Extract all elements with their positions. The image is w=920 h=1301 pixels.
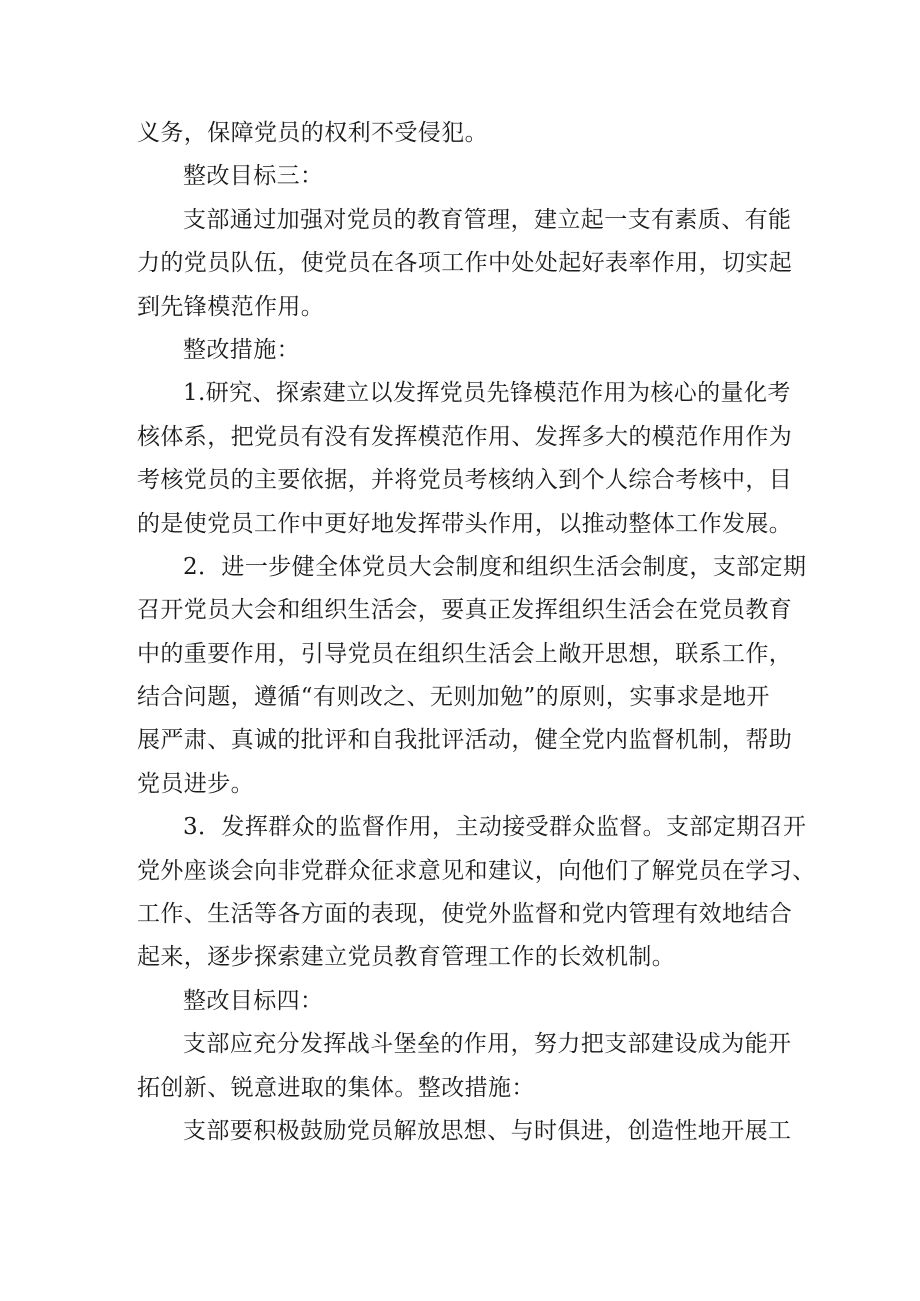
section-heading: 整改目标四： [183,987,324,1014]
section-heading: 整改措施： [183,336,300,363]
body-line: 义务，保障党员的权利不受侵犯。 [137,120,488,146]
body-line: 的是使党员工作中更好地发挥带头作用，以推动整体工作发展。 [137,510,793,537]
body-line: 3．发挥群众的监督作用，主动接受群众监督。支部定期召开 [183,814,807,841]
body-line: 展严肃、真诚的批评和自我批评活动，健全党内监督机制，帮助 [137,727,793,754]
body-line: 1.研究、探索建立以发挥党员先锋模范作用为核心的量化考 [183,380,791,407]
body-line: 中的重要作用，引导党员在组织生活会上敞开思想，联系工作， [137,640,793,667]
body-line: 起来，逐步探索建立党员教育管理工作的长效机制。 [137,944,676,971]
body-line: 拓创新、锐意进取的集体。整改措施： [137,1074,535,1101]
document-body [137,112,817,1153]
body-line: 支部要积极鼓励党员解放思想、与时俱进，创造性地开展工 [183,1117,792,1144]
body-line: 党外座谈会向非党群众征求意见和建议，向他们了解党员在学习、 [137,857,816,884]
body-line: 2．进一步健全体党员大会制度和组织生活会制度，支部定期 [183,553,807,580]
body-line: 结合问题，遵循“有则改之、无则加勉”的原则，实事求是地开 [137,684,770,711]
body-line: 党员进步。 [137,770,254,797]
body-line: 支部通过加强对党员的教育管理，建立起一支有素质、有能 [183,206,792,233]
section-heading: 整改目标三： [183,163,324,190]
body-line: 核体系，把党员有没有发挥模范作用、发挥多大的模范作用作为 [137,423,793,450]
body-line: 支部应充分发挥战斗堡垒的作用，努力把支部建设成为能开 [183,1031,792,1058]
body-line: 考核党员的主要依据，并将党员考核纳入到个人综合考核中，目 [137,467,793,494]
body-line: 到先锋模范作用。 [137,293,325,320]
body-line: 工作、生活等各方面的表现，使党外监督和党内管理有效地结合 [137,901,793,928]
body-line: 力的党员队伍，使党员在各项工作中处处起好表率作用，切实起 [137,250,793,277]
body-line: 召开党员大会和组织生活会，要真正发挥组织生活会在党员教育 [137,597,793,624]
